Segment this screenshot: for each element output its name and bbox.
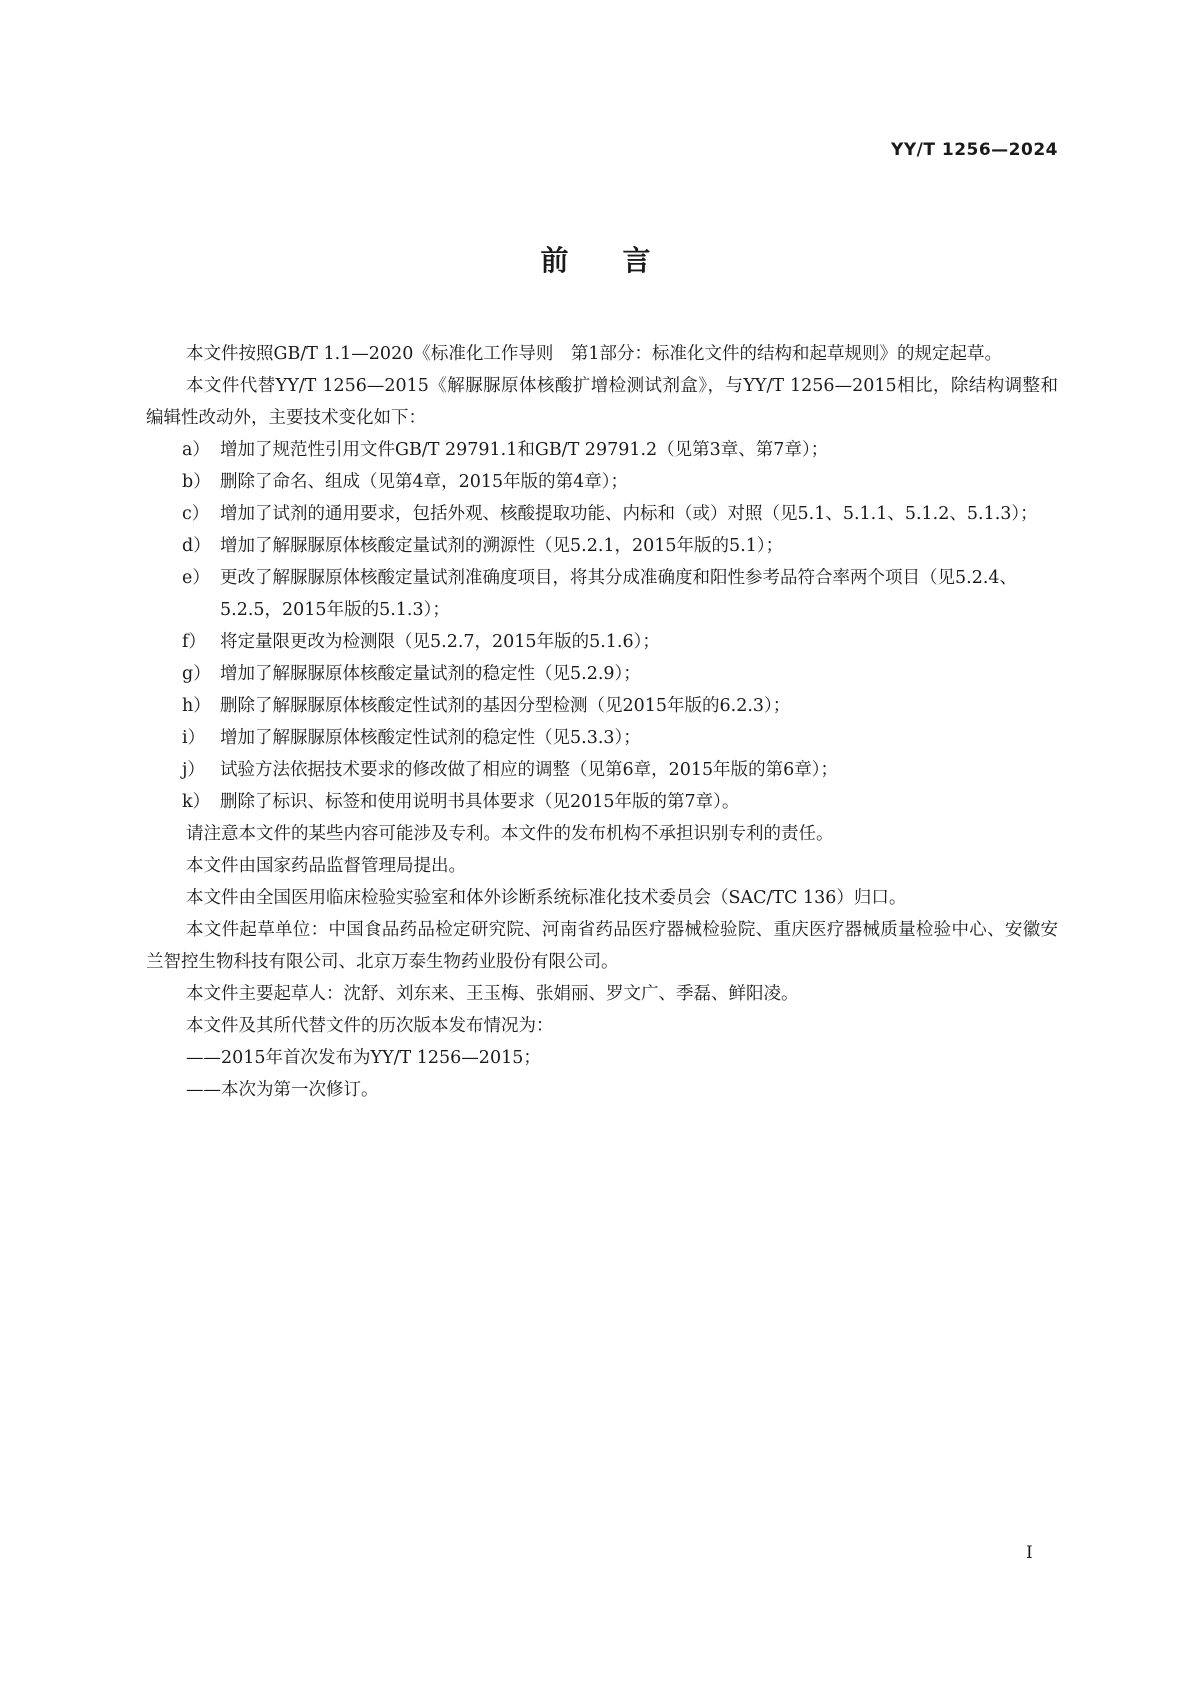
changes-list: [146, 434, 1058, 818]
paragraph-proposer: 本文件由国家药品监督管理局提出。: [186, 856, 466, 876]
list-marker: g）: [182, 664, 211, 684]
list-marker: h）: [182, 696, 211, 716]
list-item-text: 增加了规范性引用文件GB/T 29791.1和GB/T 29791.2（见第3章、第7章）；: [220, 440, 829, 460]
list-marker: i）: [182, 728, 206, 748]
history-list: [146, 1042, 1058, 1106]
list-item: [146, 466, 1058, 498]
history-item: ——2015年首次发布为YY/T 1256—2015；: [186, 1048, 541, 1068]
list-item: [146, 530, 1058, 562]
document-body: [146, 338, 1058, 1106]
list-marker: j）: [182, 760, 205, 780]
paragraph-replacement: 本文件代替YY/T 1256—2015《解脲脲原体核酸扩增检测试剂盒》，与YY/T 1256—2015相比，除结构调整和编辑性改动外，主要技术变化如下：: [146, 376, 1058, 428]
page-title: 前言: [540, 244, 705, 277]
list-item: [146, 690, 1058, 722]
paragraph-patent-notice: 请注意本文件的某些内容可能涉及专利。本文件的发布机构不承担识别专利的责任。: [186, 824, 834, 844]
list-item-text: 试验方法依据技术要求的修改做了相应的调整（见第6章，2015年版的第6章）；: [220, 760, 839, 780]
list-marker: c）: [182, 504, 210, 524]
list-item-text: 更改了解脲脲原体核酸定量试剂准确度项目，将其分成准确度和阳性参考品符合率两个项目（见5.2.4、5.2.5，2015年版的5.1.3）；: [220, 568, 1018, 620]
paragraph-drafting-units: 本文件起草单位：中国食品药品检定研究院、河南省药品医疗器械检验院、重庆医疗器械质量检验中心、安徽安兰智控生物科技有限公司、北京万泰生物药业股份有限公司。: [146, 920, 1058, 972]
list-item: [146, 786, 1058, 818]
standard-code: YY/T 1256—2024: [891, 140, 1058, 160]
paragraph-drafters: 本文件主要起草人：沈舒、刘东来、王玉梅、张娟丽、罗文广、季磊、鲜阳凌。: [186, 984, 799, 1004]
list-item-text: 删除了标识、标签和使用说明书具体要求（见2015年版的第7章）。: [220, 792, 740, 812]
page-number: I: [1026, 1543, 1033, 1563]
history-item: ——本次为第一次修订。: [186, 1080, 379, 1100]
list-item: [146, 498, 1058, 530]
list-item: [146, 626, 1058, 658]
list-item-text: 将定量限更改为检测限（见5.2.7，2015年版的5.1.6）；: [220, 632, 660, 652]
list-marker: d）: [182, 536, 211, 556]
list-item: [146, 722, 1058, 754]
list-marker: a）: [182, 440, 210, 460]
list-item: [146, 658, 1058, 690]
paragraph-drafting-basis: 本文件按照GB/T 1.1—2020《标准化工作导则 第1部分：标准化文件的结构和起草规则》的规定起草。: [186, 344, 1002, 364]
list-marker: k）: [182, 792, 211, 812]
list-item: [146, 754, 1058, 786]
list-item-text: 删除了命名、组成（见第4章，2015年版的第4章）；: [220, 472, 629, 492]
list-item-text: 删除了解脲脲原体核酸定性试剂的基因分型检测（见2015年版的6.2.3）；: [220, 696, 791, 716]
list-item: [146, 434, 1058, 466]
list-item-text: 增加了解脲脲原体核酸定量试剂的溯源性（见5.2.1，2015年版的5.1）；: [220, 536, 784, 556]
list-marker: e）: [182, 568, 210, 588]
list-item: [146, 562, 1058, 626]
paragraph-committee: 本文件由全国医用临床检验实验室和体外诊断系统标准化技术委员会（SAC/TC 136）归口。: [186, 888, 907, 908]
list-marker: b）: [182, 472, 211, 492]
list-item-text: 增加了解脲脲原体核酸定量试剂的稳定性（见5.2.9）；: [220, 664, 641, 684]
paragraph-history-intro: 本文件及其所代替文件的历次版本发布情况为：: [186, 1016, 554, 1036]
list-item-text: 增加了解脲脲原体核酸定性试剂的稳定性（见5.3.3）；: [220, 728, 641, 748]
list-marker: f）: [182, 632, 206, 652]
list-item-text: 增加了试剂的通用要求，包括外观、核酸提取功能、内标和（或）对照（见5.1、5.1.1、5.1.2、5.1.3）；: [220, 504, 1038, 524]
